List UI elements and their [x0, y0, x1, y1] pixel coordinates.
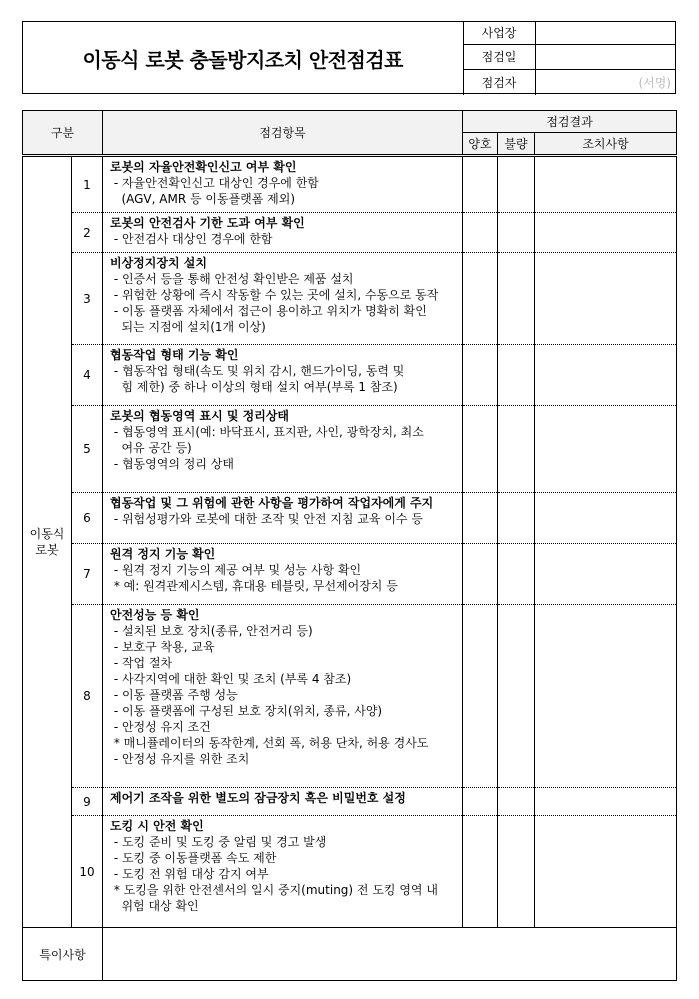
inspector-signature-field[interactable]: (서명) [535, 69, 675, 95]
check-item-detail: - 위험성평가와 로봇에 대한 조작 및 안전 지침 교육 이수 등 [110, 512, 423, 526]
item-number: 5 [72, 406, 103, 493]
check-item [103, 605, 463, 788]
check-item-detail: * 도킹을 위한 안전센서의 일시 중지(muting) 전 도킹 영역 내 [110, 883, 438, 897]
check-item [103, 213, 463, 253]
check-item-detail: - 작업 절차 [110, 656, 173, 670]
action-taken-cell[interactable] [535, 213, 677, 253]
result-good-cell[interactable] [463, 213, 498, 253]
result-bad-cell[interactable] [498, 156, 535, 213]
header-check-item: 점검항목 [103, 111, 463, 156]
check-item-detail: - 안전검사 대상인 경우에 한함 [110, 232, 273, 246]
check-item-title: 도킹 시 안전 확인 [110, 819, 204, 833]
item-number: 2 [72, 213, 103, 253]
header-good: 양호 [463, 133, 498, 156]
check-item-detail: * 예: 원격관제시스템, 휴대용 테블릿, 무선제어장치 등 [110, 579, 398, 593]
header-category: 구분 [23, 111, 103, 156]
remarks-label: 특이사항 [23, 928, 103, 981]
result-good-cell[interactable] [463, 156, 498, 213]
check-item-detail: * 매니퓰레이터의 동작한계, 선회 폭, 허용 단차, 허용 경사도 [110, 736, 429, 750]
check-item-detail: - 도킹 준비 및 도킹 중 알림 및 경고 발생 [110, 835, 327, 849]
check-item-detail: - 이동 플랫폼에 구성된 보호 장치(위치, 종류, 사양) [110, 704, 383, 718]
action-taken-cell[interactable] [535, 156, 677, 213]
action-taken-cell[interactable] [535, 788, 677, 816]
result-bad-cell[interactable] [498, 213, 535, 253]
check-item [103, 493, 463, 544]
check-item-detail: 여유 공간 등) [110, 441, 192, 455]
title-block [22, 21, 676, 94]
item-number: 3 [72, 253, 103, 345]
inspection-date-field[interactable] [535, 44, 675, 69]
action-taken-cell[interactable] [535, 605, 677, 788]
result-bad-cell[interactable] [498, 406, 535, 493]
item-number: 7 [72, 544, 103, 605]
check-item-title: 안전성능 등 확인 [110, 608, 200, 622]
check-item [103, 544, 463, 605]
check-item [103, 345, 463, 406]
header-bad: 불량 [498, 133, 535, 156]
result-bad-cell[interactable] [498, 253, 535, 345]
check-item-detail: - 협동작업 형태(속도 및 위치 감시, 핸드가이딩, 동력 및 [110, 364, 405, 378]
check-item-title: 제어기 조작을 위한 별도의 잠금장치 혹은 비밀번호 설정 [110, 791, 406, 805]
workplace-label: 사업장 [463, 22, 535, 44]
check-item-title: 협동작업 형태 기능 확인 [110, 348, 239, 362]
check-item-title: 협동작업 및 그 위험에 관한 사항을 평가하여 작업자에게 주지 [110, 496, 434, 510]
action-taken-cell[interactable] [535, 253, 677, 345]
result-good-cell[interactable] [463, 605, 498, 788]
category-label-line2: 로봇 [35, 543, 59, 557]
item-number: 9 [72, 788, 103, 816]
item-number: 8 [72, 605, 103, 788]
header-action: 조치사항 [535, 133, 677, 156]
check-item [103, 156, 463, 213]
table-row [23, 156, 677, 213]
action-taken-cell[interactable] [535, 544, 677, 605]
inspector-label: 점검자 [463, 69, 535, 95]
checklist-table [22, 110, 677, 981]
item-number: 4 [72, 345, 103, 406]
check-item [103, 253, 463, 345]
check-item-detail: - 자율안전확인신고 대상인 경우에 한함 [110, 176, 319, 190]
check-item-detail: - 위험한 상황에 즉시 작동할 수 있는 곳에 설치, 수동으로 동작 [110, 288, 439, 302]
check-item [103, 816, 463, 928]
result-good-cell[interactable] [463, 406, 498, 493]
result-good-cell[interactable] [463, 788, 498, 816]
result-good-cell[interactable] [463, 345, 498, 406]
check-item-detail: - 이동 플랫폼 자체에서 접근이 용이하고 위치가 명확히 확인 [110, 304, 427, 318]
check-item-detail: - 원격 정지 기능의 제공 여부 및 성능 사항 확인 [110, 563, 362, 577]
document-title: 이동식 로봇 충돌방지조치 안전점검표 [23, 22, 463, 95]
item-number: 10 [72, 816, 103, 928]
check-item-detail: (AGV, AMR 등 이동플랫폼 제외) [110, 192, 296, 206]
table-row [23, 406, 677, 493]
category-label-line1: 이동식 [29, 527, 65, 541]
result-bad-cell[interactable] [498, 345, 535, 406]
remarks-row [23, 928, 677, 981]
table-row [23, 253, 677, 345]
table-row [23, 605, 677, 788]
action-taken-cell[interactable] [535, 816, 677, 928]
check-item-detail: - 안정성 유지를 위한 조치 [110, 752, 250, 766]
check-item-detail: - 보호구 착용, 교육 [110, 640, 215, 654]
item-number: 6 [72, 493, 103, 544]
result-bad-cell[interactable] [498, 788, 535, 816]
table-row [23, 816, 677, 928]
check-item-title: 로봇의 안전검사 기한 도과 여부 확인 [110, 216, 305, 230]
result-good-cell[interactable] [463, 493, 498, 544]
check-item-detail: 되는 지점에 설치(1개 이상) [110, 320, 266, 334]
workplace-field[interactable] [535, 22, 675, 44]
inspection-date-label: 점검일 [463, 44, 535, 69]
action-taken-cell[interactable] [535, 345, 677, 406]
result-bad-cell[interactable] [498, 493, 535, 544]
table-row [23, 213, 677, 253]
result-good-cell[interactable] [463, 816, 498, 928]
result-good-cell[interactable] [463, 253, 498, 345]
check-item-title: 로봇의 자율안전확인신고 여부 확인 [110, 160, 297, 174]
check-item-detail: - 이동 플랫폼 주행 성능 [110, 688, 238, 702]
result-bad-cell[interactable] [498, 544, 535, 605]
check-item-detail: 위험 대상 확인 [110, 899, 199, 913]
table-row [23, 493, 677, 544]
result-bad-cell[interactable] [498, 816, 535, 928]
remarks-field[interactable] [103, 928, 677, 981]
check-item-detail: - 사각지역에 대한 확인 및 조치 (부록 4 참조) [110, 672, 352, 686]
header-result: 점검결과 [463, 111, 677, 133]
check-item [103, 788, 463, 816]
check-item-detail: - 인증서 등을 통해 안전성 확인받은 제품 설치 [110, 272, 354, 286]
table-row [23, 544, 677, 605]
table-row [23, 345, 677, 406]
check-item-detail: - 도킹 중 이동플랫폼 속도 제한 [110, 851, 277, 865]
check-item-detail: - 협동영역 표시(예: 바닥표시, 표지판, 사인, 광학장치, 최소 [110, 425, 424, 439]
table-row [23, 788, 677, 816]
check-item-detail: - 도킹 전 위험 대상 감지 여부 [110, 867, 269, 881]
check-item-detail: - 안정성 유지 조건 [110, 720, 211, 734]
category-cell [23, 156, 72, 928]
result-good-cell[interactable] [463, 544, 498, 605]
check-item-title: 로봇의 협동영역 표시 및 정리상태 [110, 409, 290, 423]
result-bad-cell[interactable] [498, 605, 535, 788]
check-item-title: 원격 정지 기능 확인 [110, 547, 216, 561]
check-item-detail: - 설치된 보호 장치(종류, 안전거리 등) [110, 624, 313, 638]
check-item-detail: - 협동영역의 정리 상태 [110, 457, 234, 471]
item-number: 1 [72, 156, 103, 213]
check-item [103, 406, 463, 493]
check-item-detail: 힘 제한) 중 하나 이상의 형태 설치 여부(부록 1 참조) [110, 380, 398, 394]
check-item-title: 비상정지장치 설치 [110, 256, 207, 270]
action-taken-cell[interactable] [535, 493, 677, 544]
action-taken-cell[interactable] [535, 406, 677, 493]
